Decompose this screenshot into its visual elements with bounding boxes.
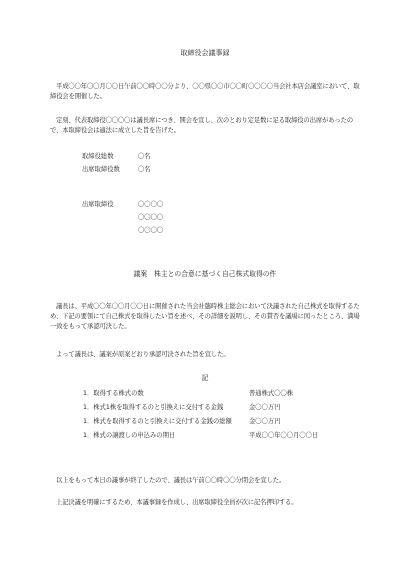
item-value: 普通株式〇〇株 (249, 390, 294, 397)
closing-paragraph: 以上をもって本日の議事が終了したので、議長は午前〇〇時〇〇分閉会を宣した。 (56, 477, 286, 484)
intro-paragraph: 平成〇〇年〇〇月〇〇日午前〇〇時〇〇分より、〇〇県〇〇市〇〇町〇〇〇〇当会社本店会議室において、取締役会を開催した。 (50, 83, 360, 100)
item-label: 1．株式の譲渡しの申込みの期日 (83, 432, 176, 439)
motion-title: 議案 株主との合意に基づく自己株式取得の件 (133, 270, 277, 278)
director-total-value: 〇名 (138, 153, 151, 160)
attendee-name: 〇〇〇〇 (138, 227, 164, 234)
motion-paragraph: 議長は、平成〇〇年〇〇月〇〇日に開催された当会社臨時株主総会において決議された自己株式を取得するため、下記の要領にて自己株式を取得したい旨を述べ、その詳細を説明し、その賛否を議場に図ったところ、満場一致をもって承認可決した。 (50, 303, 360, 330)
resolution-paragraph: よって議長は、議案が原案どおり承認可決された旨を宣した。 (56, 351, 230, 358)
item-value: 金〇〇万円 (249, 418, 281, 425)
item-label: 1．株式を取得するのと引換えに交付する金銭の総額 (83, 418, 232, 425)
attendees-label: 出席取締役 (82, 201, 114, 208)
director-present-value: 〇名 (138, 166, 151, 173)
director-total-label: 取締役総数 (82, 153, 114, 160)
attendee-name: 〇〇〇〇 (138, 201, 164, 208)
signature-paragraph: 上記決議を明確にするため、本議事録を作成し、出席取締役全員が次に記名押印する。 (56, 499, 298, 506)
item-label: 1．取得する株式の数 (83, 390, 144, 397)
ki-heading: 記 (201, 374, 209, 382)
director-present-label: 出席取締役数 (82, 166, 120, 173)
attendee-name: 〇〇〇〇 (138, 214, 164, 221)
item-value: 金〇〇万円 (249, 404, 281, 411)
quorum-paragraph: 定刻、代表取締役〇〇〇〇は議長席につき、開会を宣し、次のとおり定足数に足る取締役の出席があったので、本取締役会は適法に成立した旨を告げた。 (50, 117, 354, 134)
item-label: 1．株式1株を取得するのと引換えに交付する金銭 (83, 404, 224, 411)
item-value: 平成〇〇年〇〇月〇〇日 (249, 432, 319, 439)
document-title: 取締役会議事録 (180, 49, 230, 57)
